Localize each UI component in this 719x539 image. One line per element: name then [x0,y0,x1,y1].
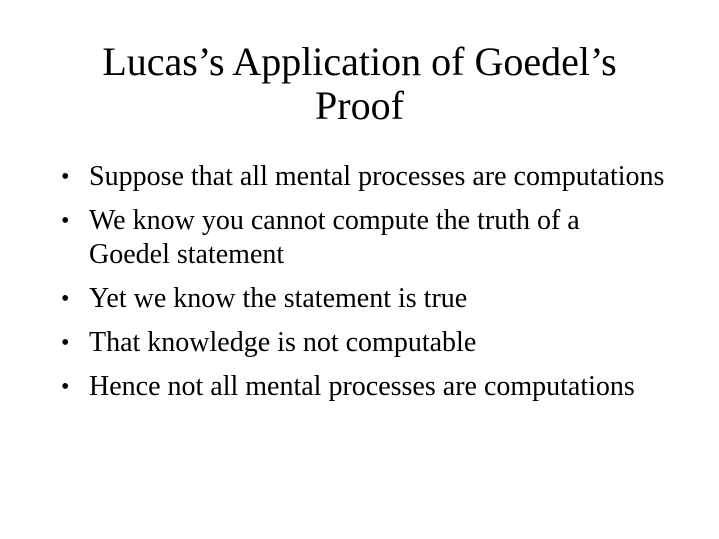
bullet-text: That knowledge is not computable [89,327,477,358]
bullet-item [57,370,667,404]
bullet-item [57,282,667,316]
bullet-text: Suppose that all mental processes are computations [89,161,665,192]
bullet-item [57,204,667,272]
bullet-list [57,160,667,414]
bullet-icon: • [61,374,70,400]
slide-title-line-2: Proof [315,83,404,128]
bullet-icon: • [61,164,70,190]
slide-title-line-1: Lucas’s Application of Goedel’s [102,39,617,84]
slide-title [0,40,719,128]
bullet-item [57,326,667,360]
bullet-icon: • [61,286,70,312]
bullet-text: Yet we know the statement is true [89,283,468,314]
bullet-icon: • [61,208,70,234]
bullet-item [57,160,667,194]
bullet-text: We know you cannot compute the truth of a Goedel statement [89,205,580,270]
bullet-text: Hence not all mental processes are computations [89,371,635,402]
bullet-icon: • [61,330,70,356]
